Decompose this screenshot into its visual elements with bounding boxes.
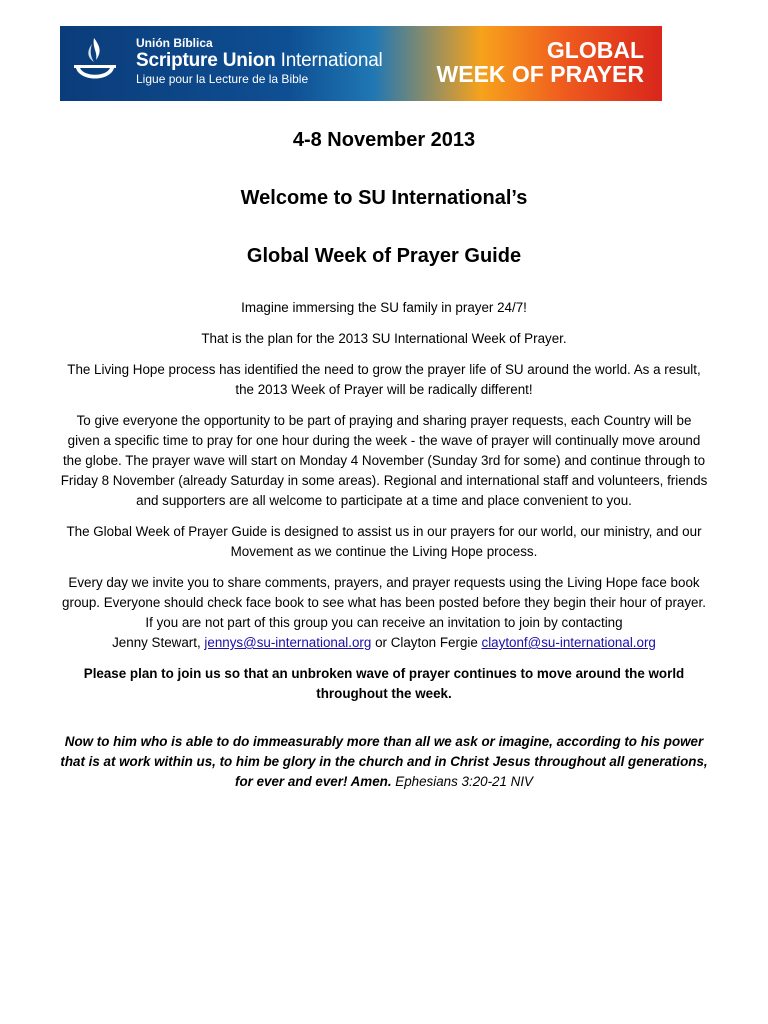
contact-name-1: Jenny Stewart,	[112, 635, 205, 650]
call-to-action: Please plan to join us so that an unbroken wave of prayer continues to move around the world throughout the week.	[83, 666, 685, 701]
event-date: 4-8 November 2013	[292, 129, 476, 151]
brand-name-light: International	[280, 50, 383, 71]
contact-separator: or Clayton Fergie	[371, 635, 482, 650]
brand-spanish-name: Unión Bíblica	[136, 36, 213, 50]
email-link-clayton[interactable]: claytonf@su-international.org	[481, 635, 656, 650]
living-hope-paragraph: The Living Hope process has identified the need to grow the prayer life of SU around the world. As a result, the 2013 Week of Prayer will be radically different!	[67, 362, 701, 397]
brand-block	[136, 36, 383, 87]
event-title-line1: GLOBAL	[546, 37, 644, 63]
header-banner	[60, 26, 662, 101]
email-link-jenny[interactable]: jennys@su-international.org	[204, 635, 372, 650]
scripture-reference: Ephesians 3:20-21 NIV	[391, 774, 533, 789]
lamp-flame-icon	[70, 34, 120, 92]
prayer-wave-paragraph: To give everyone the opportunity to be part of praying and sharing prayer requests, each Country will be given a specific time to pray for one hour during the week - the wave of prayer will continually move around the globe. The prayer wave will start on Monday 4 November (Sunday 3rd for some) and continue through to Friday 8 November (already Saturday in some areas). Regional and international staff and volunteers, friends and supporters are all welcome to participate at a time and place convenient to you.	[60, 413, 708, 508]
event-title	[437, 38, 644, 86]
brand-name-bold: Scripture Union	[136, 50, 276, 71]
welcome-heading: Welcome to SU International’s	[240, 187, 528, 209]
intro-paragraph: Imagine immersing the SU family in prayer 24/7!	[241, 300, 527, 315]
scripture-quote	[60, 732, 708, 792]
document-body	[60, 118, 708, 792]
event-title-line2: WEEK OF PRAYER	[436, 61, 644, 87]
facebook-paragraph	[60, 573, 708, 653]
facebook-text: Every day we invite you to share comments, prayers, and prayer requests using the Living Hope face book group. Everyone should check face book to see what has been posted before they begin their hour of prayer. If you are not part of this group you can receive an invitation to join by contacting	[62, 575, 706, 630]
plan-paragraph: That is the plan for the 2013 SU International Week of Prayer.	[201, 331, 567, 346]
guide-title: Global Week of Prayer Guide	[246, 245, 522, 267]
brand-french-name: Ligue pour la Lecture de la Bible	[136, 72, 309, 86]
guide-purpose-paragraph: The Global Week of Prayer Guide is designed to assist us in our prayers for our world, our ministry, and our Movement as we continue the Living Hope process.	[66, 524, 702, 559]
brand-name	[136, 50, 383, 72]
scripture-text: Now to him who is able to do immeasurably more than all we ask or imagine, according to his power that is at work within us, to him be glory in the church and in Christ Jesus throughout all generations, for ever and ever! Amen.	[60, 734, 708, 789]
